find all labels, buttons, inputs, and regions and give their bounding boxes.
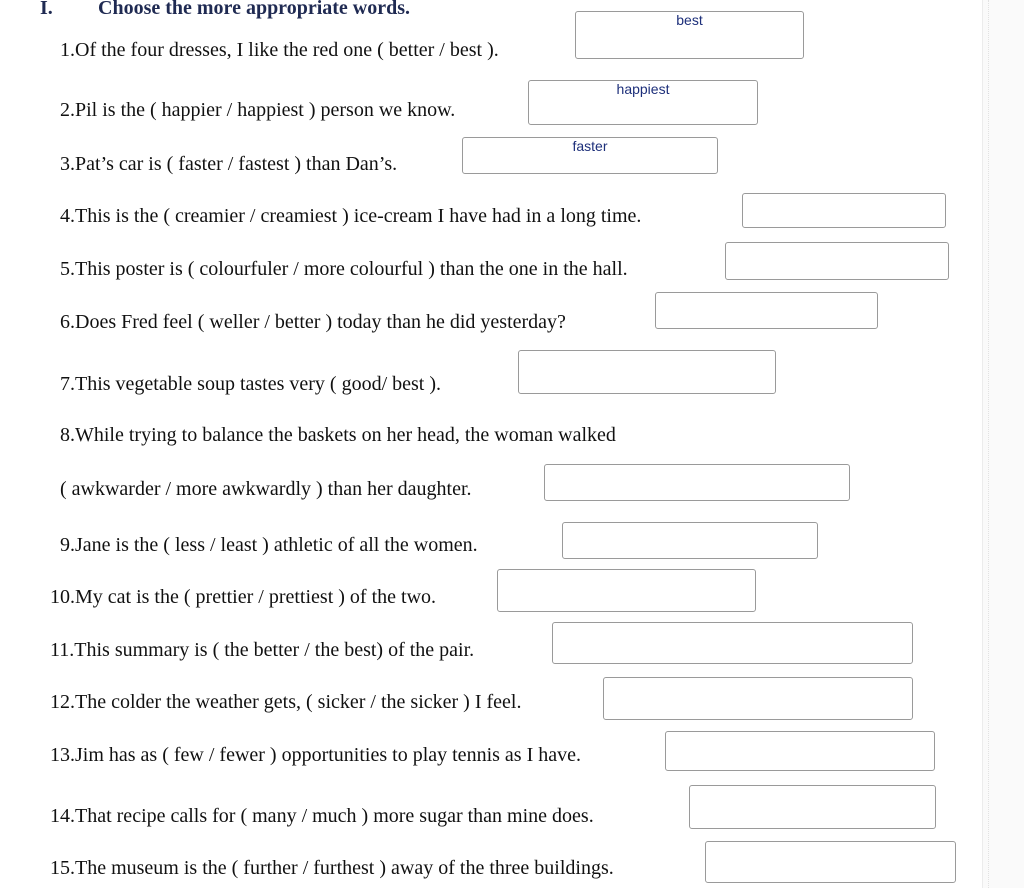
answer-box-12[interactable] [603, 677, 913, 720]
answer-box-1[interactable]: best [575, 11, 804, 59]
answer-box-10[interactable] [497, 569, 756, 612]
answer-box-11[interactable] [552, 622, 913, 664]
answer-box-13[interactable] [665, 731, 935, 771]
question-15-text: 15.The museum is the ( further / furthest ) away of the three buildings. [50, 857, 614, 879]
question-14-text: 14.That recipe calls for ( many / much ) more sugar than mine does. [50, 805, 594, 827]
question-12-text: 12.The colder the weather gets, ( sicker / the sicker ) I feel. [50, 691, 522, 713]
answer-box-2[interactable]: happiest [528, 80, 758, 125]
answer-box-15[interactable] [705, 841, 956, 883]
question-2-text: 2.Pil is the ( happier / happiest ) person we know. [60, 99, 456, 121]
question-5-text: 5.This poster is ( colourfuler / more colourful ) than the one in the hall. [60, 258, 628, 280]
question-1-text: 1.Of the four dresses, I like the red one ( better / best ). [60, 39, 499, 61]
question-3-text: 3.Pat’s car is ( faster / fastest ) than Dan’s. [60, 153, 398, 175]
question-11-text: 11.This summary is ( the better / the best) of the pair. [50, 639, 475, 661]
question-9-text: 9.Jane is the ( less / least ) athletic of all the women. [60, 534, 478, 556]
question-7-text: 7.This vegetable soup tastes very ( good/ best ). [60, 373, 442, 395]
section-title: Choose the more appropriate words. [98, 0, 411, 19]
answer-box-7[interactable] [518, 350, 776, 394]
answer-box-5[interactable] [725, 242, 949, 280]
answer-box-14[interactable] [689, 785, 936, 829]
section-number: I. [40, 0, 53, 19]
question-4-text: 4.This is the ( creamier / creamiest ) ice-cream I have had in a long time. [60, 205, 642, 227]
question-13-text: 13.Jim has as ( few / fewer ) opportunities to play tennis as I have. [50, 744, 581, 766]
question-6-text: 6.Does Fred feel ( weller / better ) today than he did yesterday? [60, 311, 566, 333]
question-8-text-continued: ( awkwarder / more awkwardly ) than her daughter. [60, 478, 472, 500]
answer-box-4[interactable] [742, 193, 946, 228]
page-margin-divider [988, 0, 989, 888]
answer-box-9[interactable] [562, 522, 818, 559]
question-10-text: 10.My cat is the ( prettier / prettiest ) of the two. [50, 586, 437, 608]
answer-box-8[interactable] [544, 464, 850, 501]
answer-box-6[interactable] [655, 292, 878, 329]
question-8-text: 8.While trying to balance the baskets on her head, the woman walked [60, 424, 616, 446]
section-heading [40, 0, 410, 20]
answer-box-3[interactable]: faster [462, 137, 718, 174]
